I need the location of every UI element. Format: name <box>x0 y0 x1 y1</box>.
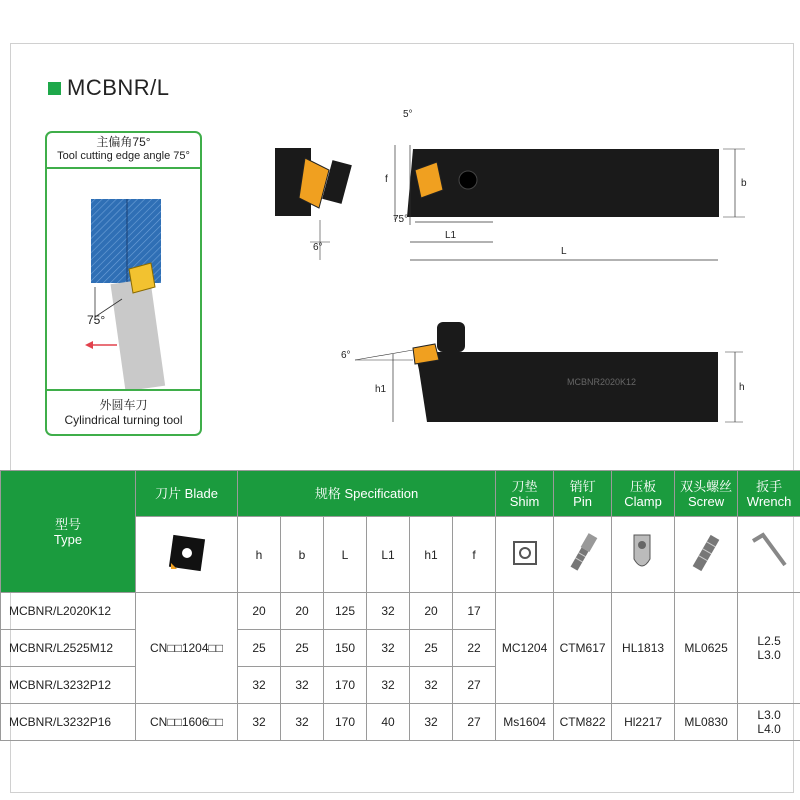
title-marker <box>48 82 61 95</box>
tool-shank <box>111 279 166 389</box>
spec-col-h: h <box>238 517 281 593</box>
blade-icon <box>136 517 238 593</box>
tool-top-view <box>265 100 765 270</box>
screw-icon <box>675 517 738 593</box>
clamp-group-1: HL1813 <box>612 593 675 704</box>
holder-body-side <box>435 352 718 422</box>
row-type: MCBNR/L2020K12 <box>1 593 136 630</box>
shim-icon <box>496 517 554 593</box>
header-screw <box>675 471 738 517</box>
pin-group-1: CTM617 <box>554 593 612 704</box>
row-f: 17 <box>453 593 496 630</box>
header-pin-en: Pin <box>573 493 592 509</box>
dim-75deg: 75° <box>393 214 409 225</box>
row-h1: 32 <box>410 667 453 704</box>
blade-group-2: CN□□1606□□ <box>136 704 238 741</box>
spec-col-L: L <box>324 517 367 593</box>
row-L1: 32 <box>367 593 410 630</box>
header-clamp-en: Clamp <box>624 493 662 509</box>
wrench-group-1 <box>738 593 800 704</box>
dim-h: h <box>739 382 745 393</box>
screw-group-1: ML0625 <box>675 593 738 704</box>
tool-side-view <box>335 310 775 430</box>
row-L: 170 <box>324 667 367 704</box>
row-f: 22 <box>453 630 496 667</box>
header-type-cn: 型号 <box>54 516 81 532</box>
screw-group-2: ML0830 <box>675 704 738 741</box>
header-pin-cn: 销钉 <box>569 478 596 494</box>
turning-illustration <box>47 169 200 389</box>
header-shim-en: Shim <box>509 493 540 509</box>
dim-6deg-b: 6° <box>341 350 351 361</box>
row-L1: 32 <box>367 630 410 667</box>
wrench-group-2-b: L4.0 <box>757 722 781 736</box>
pin-group-2: CTM822 <box>554 704 612 741</box>
row-b: 32 <box>281 667 324 704</box>
dim-L1: L1 <box>445 230 457 241</box>
wrench-group-2-a: L3.0 <box>757 708 781 722</box>
spec-col-b: b <box>281 517 324 593</box>
row-L: 170 <box>324 704 367 741</box>
row-h: 32 <box>238 667 281 704</box>
header-pin <box>554 471 612 517</box>
angle-heading-en: Tool cutting edge angle 75° <box>57 150 190 162</box>
row-type: MCBNR/L3232P16 <box>1 704 136 741</box>
row-h1: 20 <box>410 593 453 630</box>
wrench-group-1-b: L3.0 <box>757 648 781 662</box>
row-f: 27 <box>453 704 496 741</box>
caption-cn: 外圆车刀 <box>99 398 148 412</box>
spec-col-f: f <box>453 517 496 593</box>
row-h: 32 <box>238 704 281 741</box>
wrench-group-1-a: L2.5 <box>757 634 781 648</box>
header-wrench <box>738 471 800 517</box>
row-b: 20 <box>281 593 324 630</box>
row-type: MCBNR/L3232P12 <box>1 667 136 704</box>
title-block <box>48 75 170 101</box>
row-b: 32 <box>281 704 324 741</box>
holder-head-top <box>407 149 417 217</box>
dim-L: L <box>561 246 567 257</box>
angle-box-divider-bottom <box>47 389 200 391</box>
dim-h1: h1 <box>375 384 387 395</box>
header-wrench-en: Wrench <box>746 493 792 509</box>
header-shim-cn: 刀垫 <box>511 478 538 494</box>
row-h: 25 <box>238 630 281 667</box>
header-blade: 刀片 Blade <box>136 471 238 517</box>
header-type <box>1 471 136 593</box>
caption-en: Cylindrical turning tool <box>64 413 183 427</box>
insert-side <box>413 344 439 364</box>
header-clamp <box>612 471 675 517</box>
blade-group-1: CN□□1204□□ <box>136 593 238 704</box>
row-h: 20 <box>238 593 281 630</box>
row-L: 125 <box>324 593 367 630</box>
row-h1: 25 <box>410 630 453 667</box>
dim-6deg-a: 6° <box>313 242 323 253</box>
wrench-group-2 <box>738 704 800 741</box>
header-screw-cn: 双头螺丝 <box>680 478 733 494</box>
header-spec: 规格 Specification <box>238 471 496 517</box>
end-view-insert <box>299 158 329 208</box>
clamp-icon <box>612 517 675 593</box>
engraving-text: MCBNR2020K12 <box>567 377 637 387</box>
header-clamp-cn: 压板 <box>630 478 657 494</box>
pin-icon <box>554 517 612 593</box>
angle-label-75: 75° <box>87 313 106 327</box>
spec-col-h1: h1 <box>410 517 453 593</box>
shim-group-2: Ms1604 <box>496 704 554 741</box>
row-L1: 32 <box>367 667 410 704</box>
dim-5deg: 5° <box>403 109 413 120</box>
wrench-icon <box>738 517 800 593</box>
angle-heading-cn: 主偏角75° <box>96 135 151 149</box>
insert-shape <box>129 263 155 293</box>
header-shim <box>496 471 554 517</box>
row-type: MCBNR/L2525M12 <box>1 630 136 667</box>
row-L: 150 <box>324 630 367 667</box>
clamp-group-2: Hl2217 <box>612 704 675 741</box>
page-title: MCBNR/L <box>67 75 170 100</box>
clamp-side <box>437 322 465 352</box>
angle-box-caption <box>47 398 200 428</box>
dim-b: b <box>741 178 747 189</box>
table-row <box>1 593 800 630</box>
row-f: 27 <box>453 667 496 704</box>
dim-f: f <box>385 174 388 185</box>
header-wrench-cn: 扳手 <box>756 478 783 494</box>
header-screw-en: Screw <box>688 493 725 509</box>
feed-arrow-head <box>85 341 93 349</box>
angle-box-heading <box>47 135 200 163</box>
row-L1: 40 <box>367 704 410 741</box>
row-b: 25 <box>281 630 324 667</box>
shim-group-1: MC1204 <box>496 593 554 704</box>
row-h1: 32 <box>410 704 453 741</box>
angle-info-box <box>45 131 202 436</box>
spec-col-L1: L1 <box>367 517 410 593</box>
table-row <box>1 704 800 741</box>
spec-table <box>0 470 800 741</box>
header-type-en: Type <box>53 531 83 547</box>
